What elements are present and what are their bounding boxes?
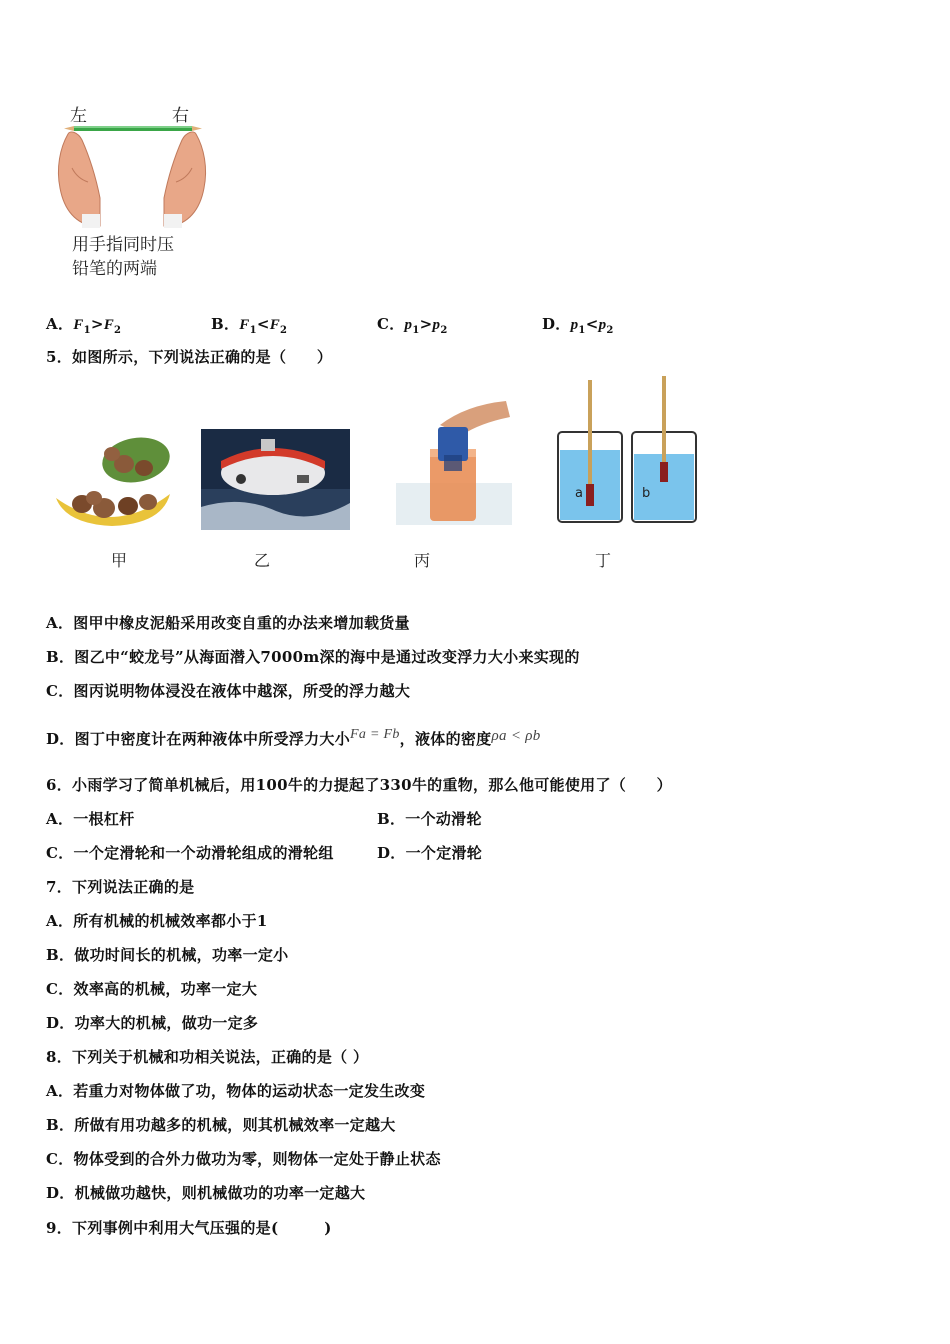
q8-option-d: D．机械做功越快，则机械做功的功率一定越大 — [46, 1184, 366, 1202]
fig-label-jia: 甲 — [111, 551, 128, 570]
beaker-label-a: a — [575, 486, 583, 501]
fig-label-yi: 乙 — [254, 551, 271, 570]
beaker-label-b: b — [642, 486, 651, 501]
q5-option-c: C．图丙说明物体浸没在液体中越深，所受的浮力越大 — [46, 682, 411, 700]
q5-stem: 5．如图所示，下列说法正确的是（ ） — [46, 348, 333, 366]
q4-option-a: A．$F_1>F_2$ — [46, 315, 122, 336]
q7-stem: 7．下列说法正确的是 — [46, 878, 195, 896]
force-equation: Fa = Fb — [350, 727, 400, 742]
q8-stem: 8．下列关于机械和功相关说法，正确的是（ ） — [46, 1048, 369, 1066]
fig-label-ding: 丁 — [595, 551, 612, 570]
q5-option-d: D．图丁中密度计在两种液体中所受浮力大小Fa = Fb，液体的密度ρa < ρb — [46, 727, 541, 748]
q6-option-b: B．一个动滑轮 — [377, 810, 482, 828]
immersion-photo — [396, 397, 512, 527]
q6-option-a: A．一根杠杆 — [46, 810, 135, 828]
q9-stem: 9．下列事例中利用大气压强的是( ) — [46, 1219, 332, 1237]
q8-option-b: B．所做有用功越多的机械，则其机械效率一定越大 — [46, 1116, 396, 1134]
q4-option-b: B．$F_1<F_2$ — [211, 315, 288, 336]
q4-option-c: C．$p_1>p_2$ — [377, 315, 448, 336]
q8-option-c: C．物体受到的合外力做功为零，则物体一定处于静止状态 — [46, 1150, 441, 1168]
hydrometer-beakers-image — [556, 376, 698, 526]
q4-option-d: D．$p_1<p_2$ — [542, 315, 614, 336]
q7-option-d: D．功率大的机械，做功一定多 — [46, 1014, 259, 1032]
q6-stem: 6．小雨学习了简单机械后，用100牛的力提起了330牛的重物，那么他可能使用了（ ） — [46, 776, 672, 794]
submersible-photo — [201, 429, 350, 530]
q5-option-b: B．图乙中“蛟龙号”从海面潜入7000m深的海中是通过改变浮力大小来实现的 — [46, 648, 580, 666]
left-label: 左 — [70, 106, 87, 126]
q6-option-d: D．一个定滑轮 — [377, 844, 483, 862]
q7-option-a: A．所有机械的机械效率都小于1 — [46, 912, 268, 930]
q7-option-c: C．效率高的机械，功率一定大 — [46, 980, 258, 998]
hands-pressing-pencil-image — [52, 118, 212, 230]
density-inequality: ρa < ρb — [491, 728, 541, 744]
q7-option-b: B．做功时间长的机械，功率一定小 — [46, 946, 289, 964]
caption-line1: 用手指同时压 — [72, 235, 174, 255]
q8-option-a: A．若重力对物体做了功，物体的运动状态一定发生改变 — [46, 1082, 426, 1100]
caption-line2: 铅笔的两端 — [72, 259, 157, 279]
clay-boat-image — [52, 428, 174, 534]
q5-option-a: A．图甲中橡皮泥船采用改变自重的办法来增加载货量 — [46, 614, 410, 632]
fig-label-bing: 丙 — [414, 551, 431, 570]
right-label: 右 — [172, 106, 189, 126]
q6-option-c: C．一个定滑轮和一个动滑轮组成的滑轮组 — [46, 844, 334, 862]
